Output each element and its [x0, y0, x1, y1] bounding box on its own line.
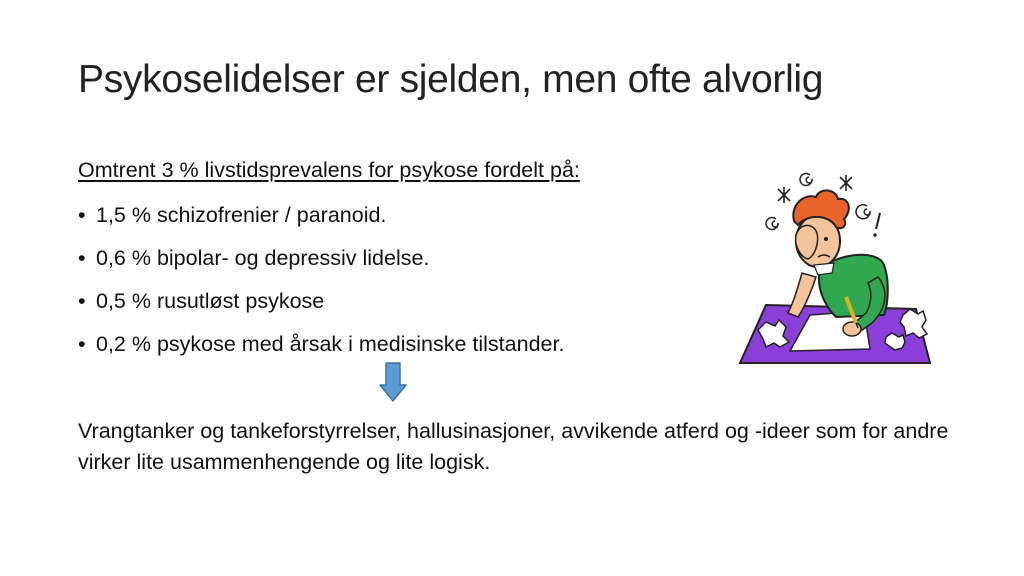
bullet-list	[78, 200, 564, 372]
bullet-icon: •	[78, 203, 86, 227]
stressed-student-illustration	[738, 165, 934, 367]
list-item	[78, 329, 564, 372]
list-item	[78, 286, 564, 329]
list-item	[78, 243, 564, 286]
bullet-text: 0,2 % psykose med årsak i medisinske tilstander.	[96, 332, 565, 356]
bullet-text: 1,5 % schizofrenier / paranoid.	[96, 203, 387, 227]
bullet-icon: •	[78, 332, 86, 356]
list-item	[78, 200, 564, 243]
bullet-icon: •	[78, 289, 86, 313]
bullet-text: 0,6 % bipolar- og depressiv lidelse.	[96, 246, 430, 270]
conclusion-text: Vrangtanker og tankeforstyrrelser, hallusinasjoner, avvikende atferd og -ideer som for andre virker lite usammenhengende og lite logisk.	[78, 419, 949, 474]
down-arrow-icon	[379, 362, 407, 402]
intro-text: Omtrent 3 % livstidsprevalens for psykose fordelt på:	[78, 158, 580, 182]
bullet-text: 0,5 % rusutløst psykose	[96, 289, 325, 313]
slide-title: Psykoselidelser er sjelden, men ofte alvorlig	[78, 58, 824, 101]
bullet-icon: •	[78, 246, 86, 270]
